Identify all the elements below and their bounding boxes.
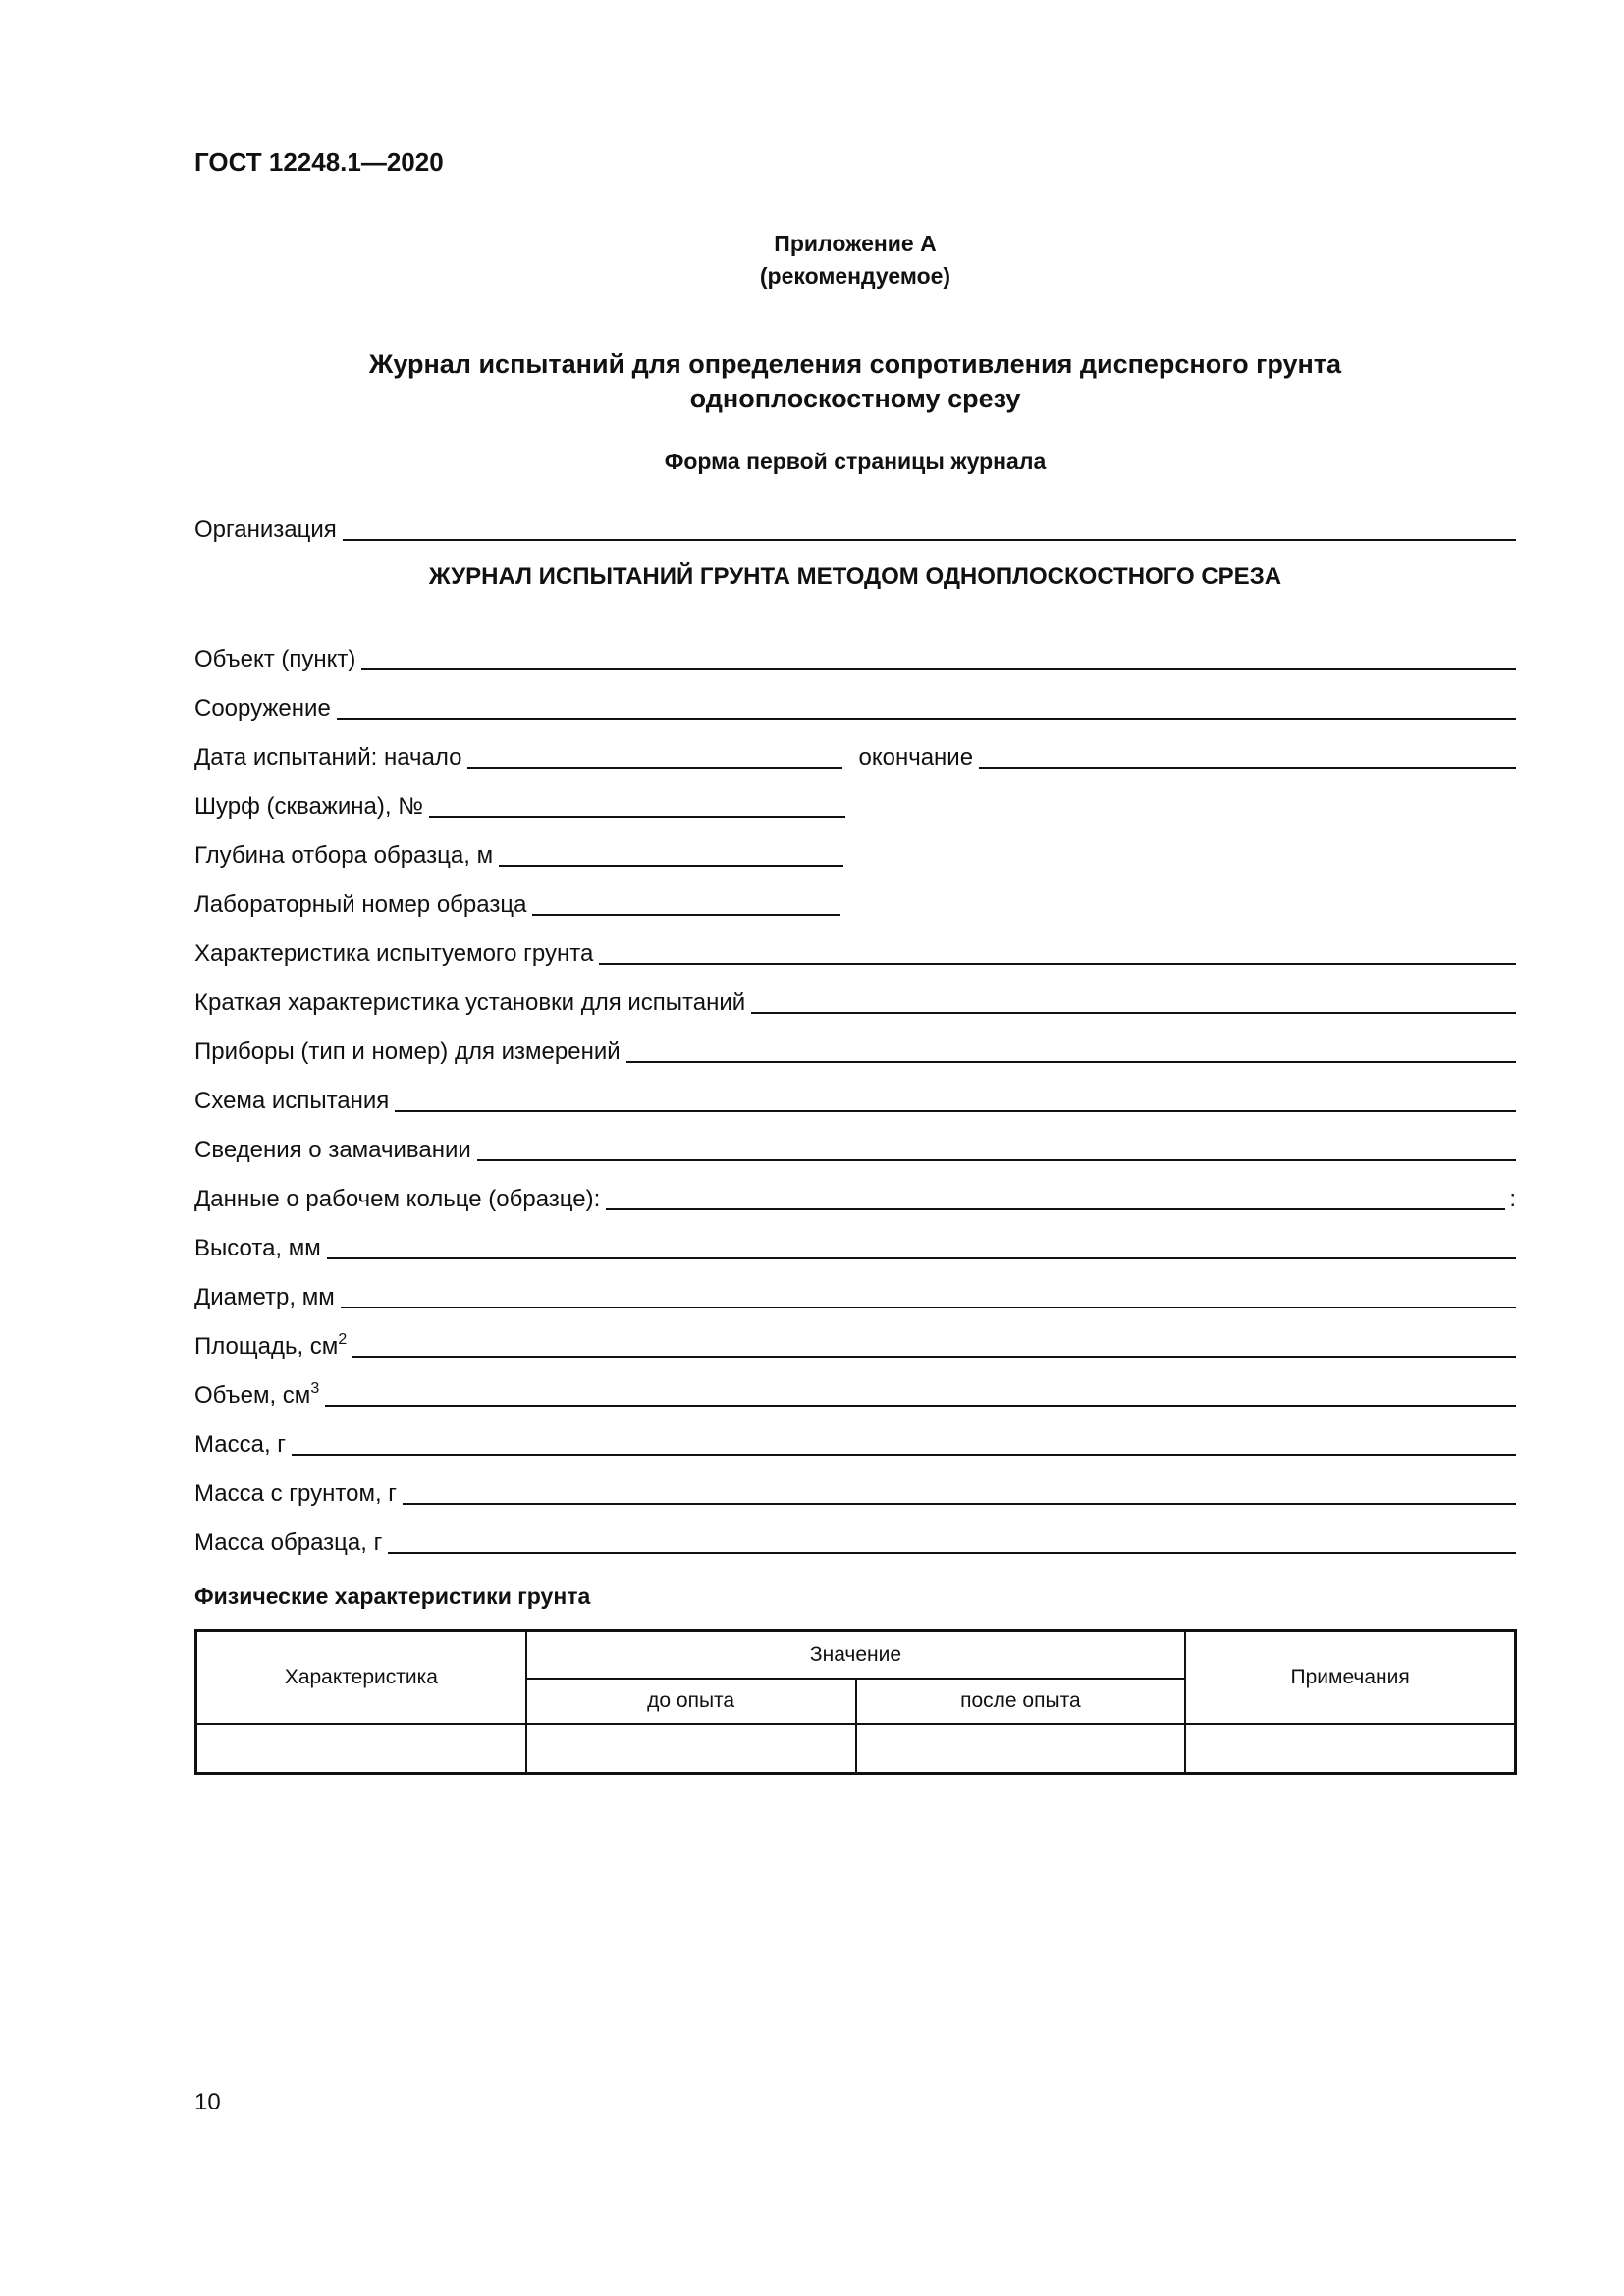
physical-characteristics-table <box>194 1629 1517 1775</box>
appendix-status: (рекомендуемое) <box>759 263 951 289</box>
journal-title-line2: одноплоскостному срезу <box>689 384 1021 413</box>
header-after: после опыта <box>856 1679 1186 1724</box>
volume-row <box>194 1361 1516 1410</box>
ring-data-colon: : <box>1509 1186 1516 1212</box>
ring-data-field[interactable] <box>606 1208 1505 1210</box>
pit-label: Шурф (скважина), № <box>194 793 423 820</box>
soaking-field[interactable] <box>477 1159 1516 1161</box>
standard-number: ГОСТ 12248.1—2020 <box>194 147 444 177</box>
cell-before[interactable] <box>526 1724 856 1773</box>
scheme-field[interactable] <box>395 1110 1516 1112</box>
main-title: ЖУРНАЛ ИСПЫТАНИЙ ГРУНТА МЕТОДОМ ОДНОПЛОСКОСТНОГО СРЕЗА <box>428 563 1282 590</box>
depth-row <box>194 821 1516 870</box>
organization-label: Организация <box>194 516 337 543</box>
sample-mass-row <box>194 1508 1516 1557</box>
depth-label: Глубина отбора образца, м <box>194 842 494 869</box>
mass-with-soil-row <box>194 1459 1516 1508</box>
lab-number-row <box>194 870 1516 919</box>
header-value: Значение <box>526 1631 1186 1679</box>
height-field[interactable] <box>327 1257 1516 1259</box>
diameter-field[interactable] <box>341 1307 1516 1308</box>
mass-with-soil-field[interactable] <box>403 1503 1516 1505</box>
object-row <box>194 624 1516 673</box>
area-label-text: Площадь, см <box>194 1333 339 1360</box>
ring-data-row <box>194 1164 1516 1213</box>
table-header-row <box>196 1631 1515 1679</box>
ring-data-label: Данные о рабочем кольце (образце): <box>194 1186 601 1212</box>
area-exponent: 2 <box>338 1331 348 1348</box>
test-date-start-label: Дата испытаний: начало <box>194 744 462 771</box>
header-notes: Примечания <box>1185 1631 1515 1724</box>
scheme-row <box>194 1066 1516 1115</box>
volume-label <box>194 1382 325 1410</box>
cell-after[interactable] <box>856 1724 1186 1773</box>
test-date-row <box>194 722 1516 772</box>
lab-number-label: Лабораторный номер образца <box>194 891 527 918</box>
installation-row <box>194 968 1516 1017</box>
object-label: Объект (пункт) <box>194 646 356 672</box>
mass-with-soil-label: Масса с грунтом, г <box>194 1480 398 1507</box>
test-date-start-field[interactable] <box>467 767 842 769</box>
structure-label: Сооружение <box>194 695 331 721</box>
soaking-label: Сведения о замачивании <box>194 1137 471 1163</box>
diameter-row <box>194 1262 1516 1311</box>
height-row <box>194 1213 1516 1262</box>
volume-exponent: 3 <box>310 1380 320 1397</box>
object-field[interactable] <box>361 668 1516 670</box>
height-label: Высота, мм <box>194 1235 321 1261</box>
depth-field[interactable] <box>499 865 843 867</box>
area-row <box>194 1311 1516 1361</box>
organization-row <box>194 495 1516 544</box>
lab-number-field[interactable] <box>532 914 840 916</box>
sample-mass-label: Масса образца, г <box>194 1529 383 1556</box>
header-before: до опыта <box>526 1679 856 1724</box>
volume-field[interactable] <box>325 1405 1516 1407</box>
test-date-end-field[interactable] <box>979 767 1516 769</box>
physical-section-title: Физические характеристики грунта <box>194 1583 591 1609</box>
instruments-field[interactable] <box>626 1061 1516 1063</box>
structure-field[interactable] <box>337 718 1516 720</box>
installation-field[interactable] <box>751 1012 1516 1014</box>
instruments-label: Приборы (тип и номер) для измерений <box>194 1039 621 1065</box>
soil-characteristic-row <box>194 919 1516 968</box>
instruments-row <box>194 1017 1516 1066</box>
journal-fields <box>194 624 1516 1557</box>
diameter-label: Диаметр, мм <box>194 1284 335 1310</box>
appendix-name: Приложение А <box>774 231 937 256</box>
sample-mass-field[interactable] <box>388 1552 1516 1554</box>
mass-row <box>194 1410 1516 1459</box>
soil-characteristic-label: Характеристика испытуемого грунта <box>194 940 594 967</box>
organization-field[interactable] <box>343 539 1516 541</box>
installation-label: Краткая характеристика установки для испытаний <box>194 989 746 1016</box>
appendix-heading <box>194 228 1516 293</box>
table-row <box>196 1724 1515 1773</box>
form-subtitle: Форма первой страницы журнала <box>664 449 1047 474</box>
scheme-label: Схема испытания <box>194 1088 390 1114</box>
soaking-row <box>194 1115 1516 1164</box>
journal-title <box>194 347 1516 416</box>
mass-label: Масса, г <box>194 1431 287 1458</box>
cell-characteristic[interactable] <box>196 1724 526 1773</box>
area-field[interactable] <box>352 1356 1516 1358</box>
structure-row <box>194 673 1516 722</box>
journal-title-line1: Журнал испытаний для определения сопротивления дисперсного грунта <box>368 349 1342 379</box>
test-date-end-label: окончание <box>858 744 974 771</box>
cell-notes[interactable] <box>1185 1724 1515 1773</box>
volume-label-text: Объем, см <box>194 1382 311 1409</box>
page-number: 10 <box>194 2089 221 2115</box>
soil-characteristic-field[interactable] <box>599 963 1516 965</box>
pit-field[interactable] <box>429 816 845 818</box>
area-label <box>194 1333 352 1361</box>
pit-row <box>194 772 1516 821</box>
mass-field[interactable] <box>292 1454 1516 1456</box>
header-characteristic: Характеристика <box>196 1631 526 1724</box>
